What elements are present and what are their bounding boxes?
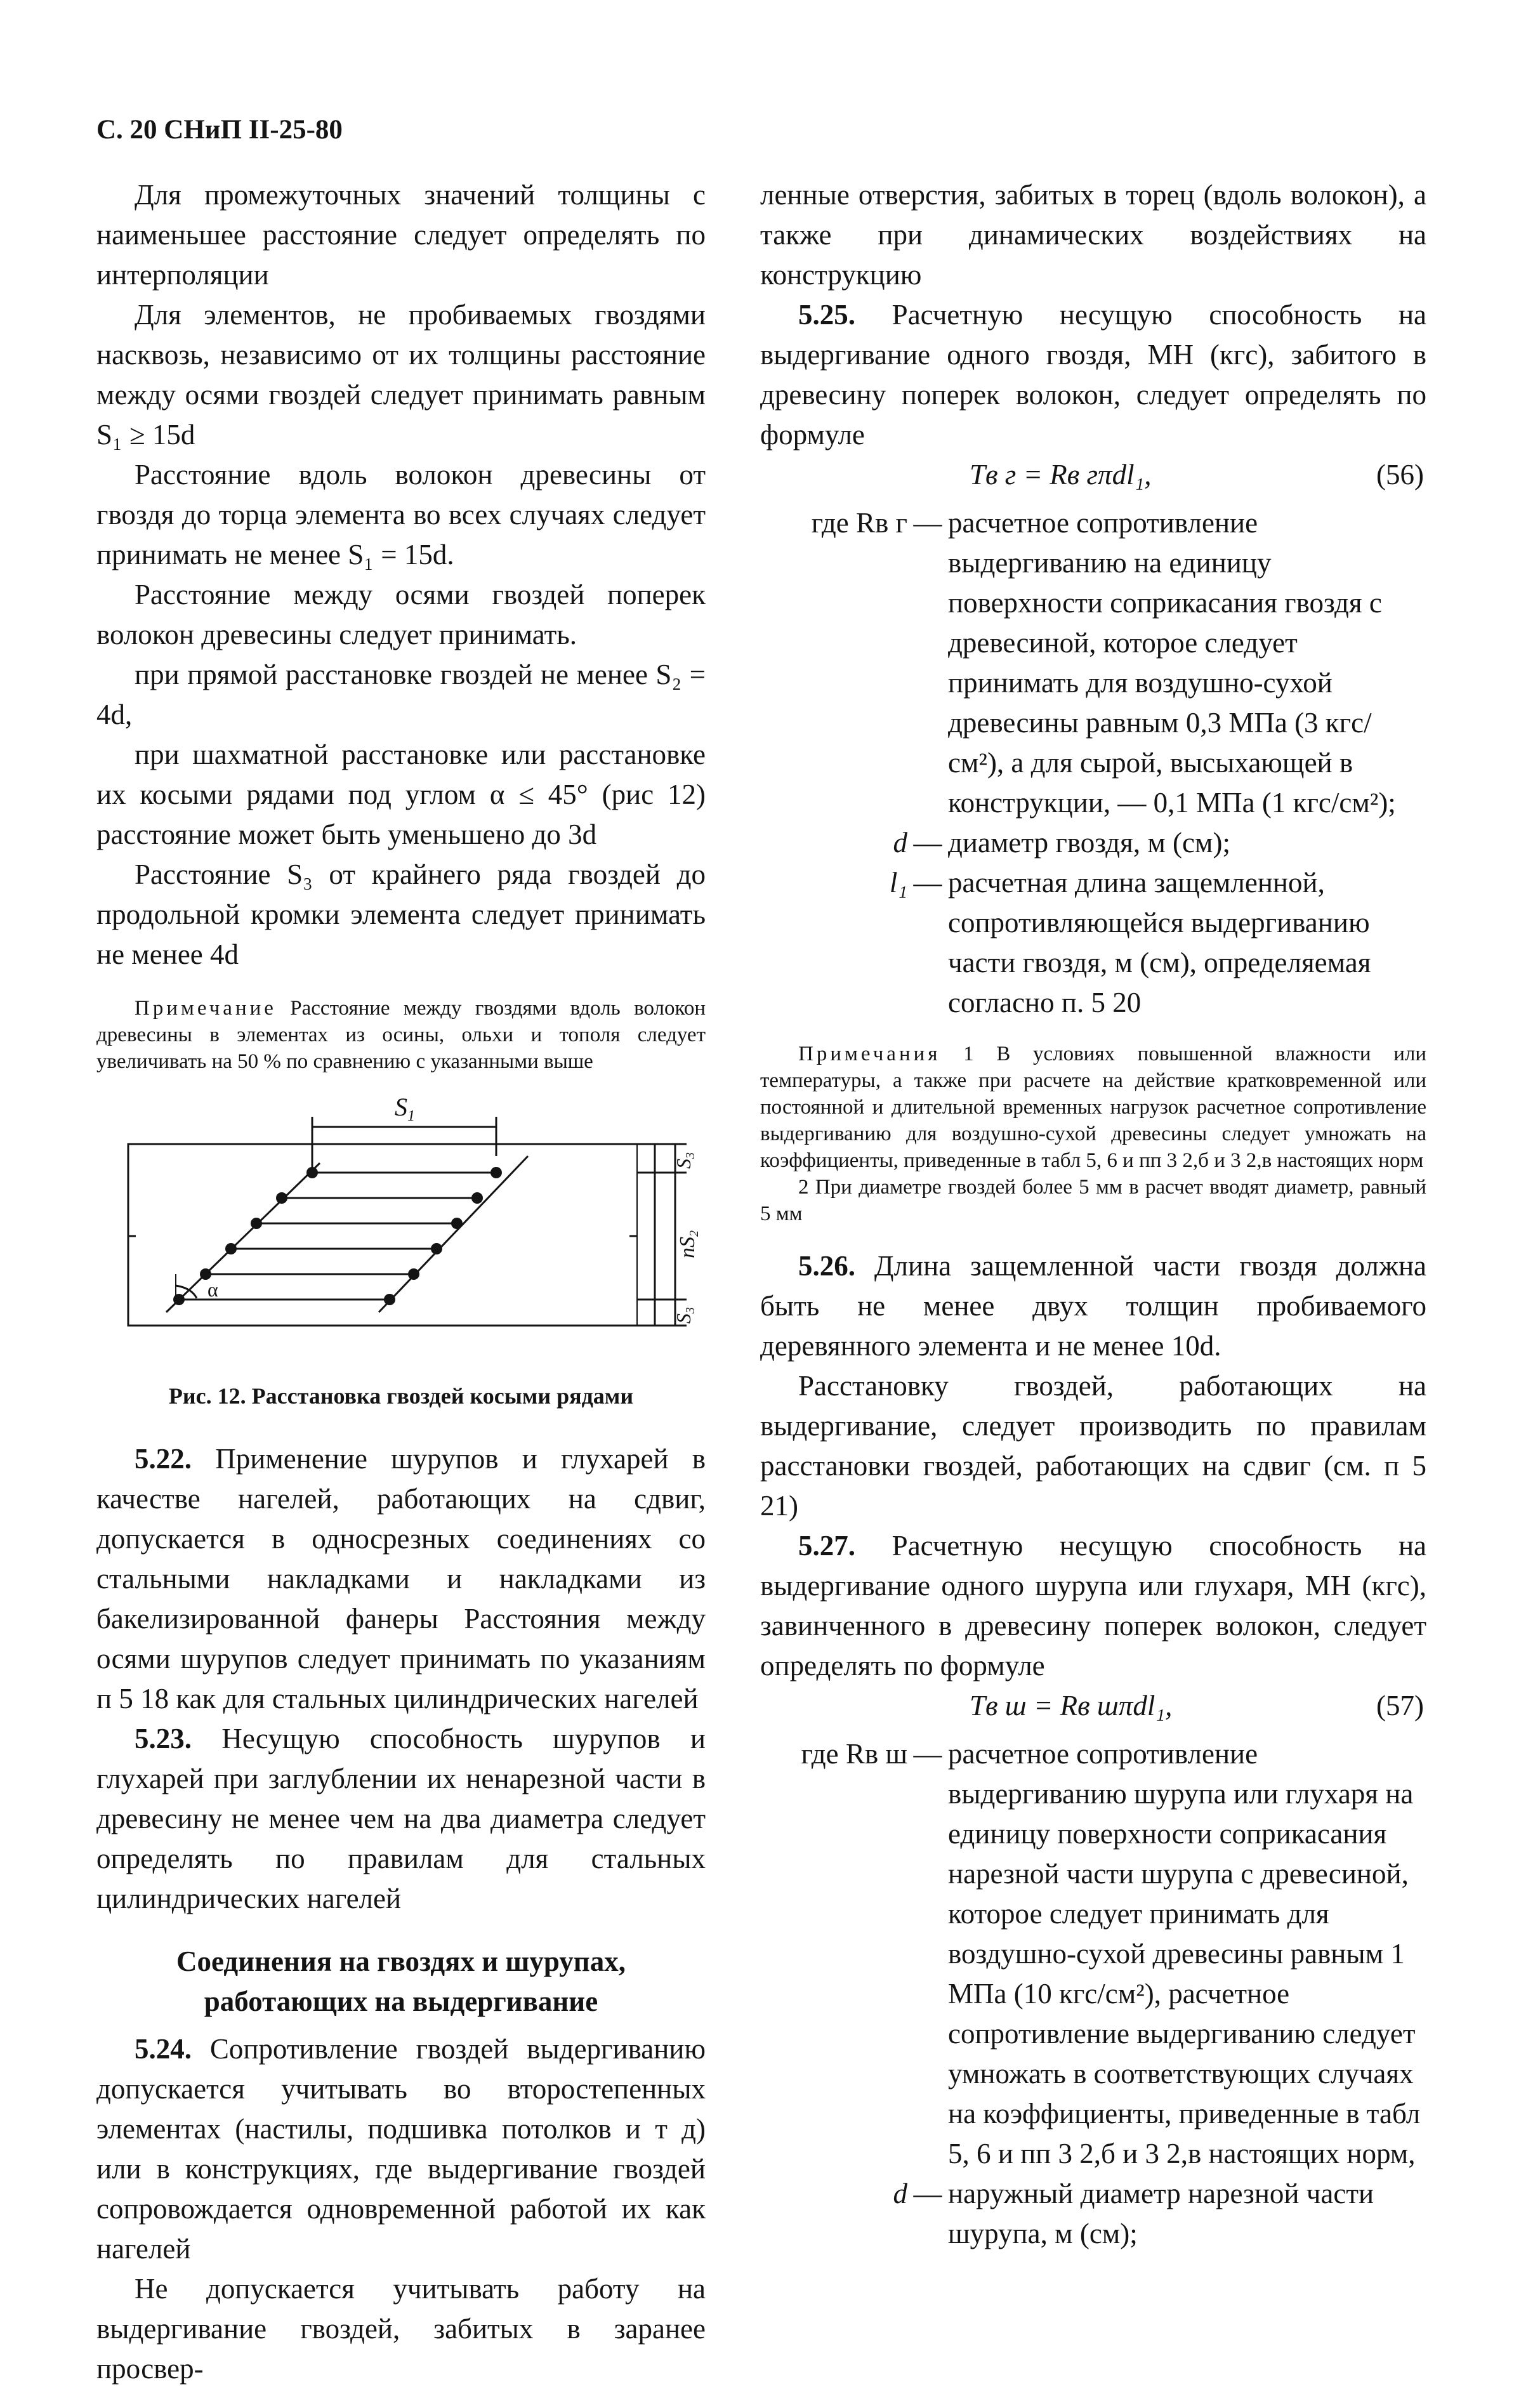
figure-caption: Рис. 12. Расстановка гвоздей косыми рядами (168, 1383, 634, 1409)
label-s3-bottom: S3 (672, 1307, 697, 1324)
note-1: 1 В условиях повышенной влажности или температуры, а также при расчете на действие кратковременной или постоянной и длительной временных нагрузок расчетное сопротивление выдергиванию для воздушно-сухой древесины следует умножать на коэффициенты, приведенные в табл 5, 6 и пп 3 2,б и 3 2,в настоящих норм (760, 1043, 1427, 1172)
paragraph: Не допускается учитывать работу на выдергивание гвоздей, забитых в заранее просвер- (96, 2273, 706, 2385)
paragraph-text: Расчетную несущую способность на выдергивание одного гвоздя, МН (кгс), забитого в древесину поперек волокон, следует определять по формуле (760, 299, 1426, 451)
formula-number: (56) (1376, 459, 1424, 490)
paragraph: ленные отверстия, забитых в торец (вдоль волокон), а также при динамических воздействиях на конструкцию (760, 179, 1426, 291)
paragraph-text: Несущую способность шурупов и глухарей при заглублении их ненарезной части в древесину не менее чем на два диаметра следует определять по правилам для стальных цилиндрических нагелей (96, 1723, 706, 1914)
paragraph-5-22 (96, 1439, 706, 1719)
definition-d-outer (760, 2174, 1426, 2254)
note-label: Примечание (135, 997, 277, 1020)
label-s3-top: S3 (672, 1152, 697, 1169)
note-text: Расстояние между гвоздями вдоль волокон древесины в элементах из осины, ольхи и тополя следует увеличивать на 50 % по сравнению с указанными выше (96, 997, 706, 1073)
section-number: 5.23. (135, 1723, 192, 1754)
definition-text: расчетное сопротивление выдергиванию на единицу поверхности соприкасания гвоздя с древесиной, которое следует принимать для воздушно-сухой древесины равным 0,3 МПа (3 кгс/см²), а для сырой, высыхающей в конструкции, — 0,1 МПа (1 кгс/см²); (948, 507, 1396, 819)
label-alpha: α (207, 1278, 218, 1301)
definition-dash: — (913, 2178, 942, 2209)
label-ns2: nS2 (676, 1230, 701, 1258)
paragraph: Расстояние между осями гвоздей поперек волокон древесины следует принимать. (96, 579, 706, 650)
definition-text: расчетное сопротивление выдергиванию шурупа или глухаря на единицу поверхности соприкасания нарезной части шурупа с древесиной, которое следует принимать для воздушно-сухой древесины равным 1 МПа (10 кгс/см²), расчетное сопротивление выдергиванию следует умножать в соответствующих случаях на коэффициенты, приведенные в табл 5, 6 и пп 3 2,б и 3 2,в настоящих норм, (948, 1738, 1421, 2169)
definition-symbol: d (893, 2178, 907, 2209)
formula-expression: Tв ш = Rв шπdl₁, (970, 1690, 1173, 1721)
paragraph-5-25 (760, 295, 1426, 455)
paragraph: Расстояние вдоль волокон древесины от гвоздя до торца элемента во всех случаях следует принимать не менее S₁ = 15d. (96, 459, 706, 570)
definition-symbol: l₁ (889, 867, 907, 898)
paragraph: Расстояние S₃ от крайнего ряда гвоздей до продольной кромки элемента следует принимать не менее 4d (96, 859, 706, 970)
formula-56 (760, 455, 1426, 497)
formula-57 (760, 1686, 1426, 1728)
definition-symbol: где Rв ш (801, 1738, 907, 1770)
label-s1: $S_1$ (395, 1093, 415, 1124)
right-column (760, 175, 1426, 2254)
notes-label: Примечания (798, 1043, 941, 1065)
paragraph-5-26 (760, 1246, 1426, 1366)
definition-r-vsh (760, 1734, 1426, 2174)
paragraph-text: Расчетную несущую способность на выдергивание одного шурупа или глухаря, МН (кгс), завинченного в древесину поперек волокон, следует определять по формуле (760, 1530, 1426, 1682)
definition-r (760, 503, 1426, 823)
paragraph-text: Сопротивление гвоздей выдергиванию допускается учитывать во второстепенных элементах (настилы, подшивка потолков и т д) или в конструкциях, где выдергивание гвоздей сопровождается одновременной работой их как нагелей (96, 2033, 706, 2265)
nail-layout-diagram (96, 1084, 706, 1357)
section-number: 5.25. (798, 299, 855, 331)
paragraph-text: Длина защемленной части гвоздя должна быть не менее двух толщин пробиваемого деревянного элемента и не менее 10d. (760, 1250, 1427, 1362)
section-number: 5.26. (798, 1250, 855, 1282)
page-header: С. 20 СНиП II-25-80 (96, 115, 343, 145)
paragraph: при прямой расстановке гвоздей не менее S₂ = 4d, (96, 659, 706, 730)
section-number: 5.24. (135, 2033, 192, 2065)
paragraph-5-27 (760, 1526, 1426, 1686)
definition-symbol: где Rв г (811, 507, 907, 539)
definition-text: диаметр гвоздя, м (см); (948, 827, 1230, 859)
section-heading: Соединения на гвоздях и шурупах, работающих на выдергивание (176, 1945, 626, 2017)
paragraph-5-23 (96, 1719, 706, 1919)
note (96, 995, 706, 1075)
left-column (96, 175, 706, 2389)
paragraph: Расстановку гвоздей, работающих на выдергивание, следует производить по правилам расстановки гвоздей, работающих на сдвиг (см. п 5 21) (760, 1370, 1426, 1522)
section-number: 5.22. (135, 1443, 192, 1475)
definition-dash: — (913, 507, 942, 539)
note-2: 2 При диаметре гвоздей более 5 мм в расчет вводят диаметр, равный 5 мм (760, 1176, 1426, 1225)
paragraph-text: Применение шурупов и глухарей в качестве нагелей, работающих на сдвиг, допускается в односрезных соединениях со стальными накладками и накладками из бакелизированной фанеры Расстояния между осями шурупов следует принимать по указаниям п 5 18 как для стальных цилиндрических нагелей (96, 1443, 706, 1714)
definition-dash: — (913, 1738, 942, 1770)
formula-number: (57) (1376, 1690, 1424, 1721)
definition-l1 (760, 863, 1426, 1023)
formula-expression: Tв г = Rв гπdl₁, (970, 459, 1152, 490)
definition-text: расчетная длина защемленной, сопротивляющейся выдергиванию части гвоздя, м (см), определяемая согласно п. 5 20 (948, 867, 1371, 1018)
notes (760, 1041, 1426, 1174)
section-number: 5.27. (798, 1530, 855, 1562)
definition-symbol: d (893, 827, 907, 859)
definition-d (760, 823, 1426, 863)
paragraph-5-24 (96, 2029, 706, 2269)
paragraph: Для промежуточных значений толщины с наименьшее расстояние следует определять по интерполяции (96, 179, 706, 291)
definition-dash: — (913, 867, 942, 898)
definition-text: наружный диаметр нарезной части шурупа, м (см); (948, 2178, 1374, 2249)
paragraph: Для элементов, не пробиваемых гвоздями насквозь, независимо от их толщины расстояние между осями гвоздей следует принимать равным S₁ ≥ 15d (96, 299, 706, 451)
definition-dash: — (913, 827, 942, 859)
figure-12 (96, 1084, 706, 1367)
paragraph: при шахматной расстановке или расстановке их косыми рядами под углом α ≤ 45° (рис 12) расстояние может быть уменьшено до 3d (96, 739, 706, 850)
